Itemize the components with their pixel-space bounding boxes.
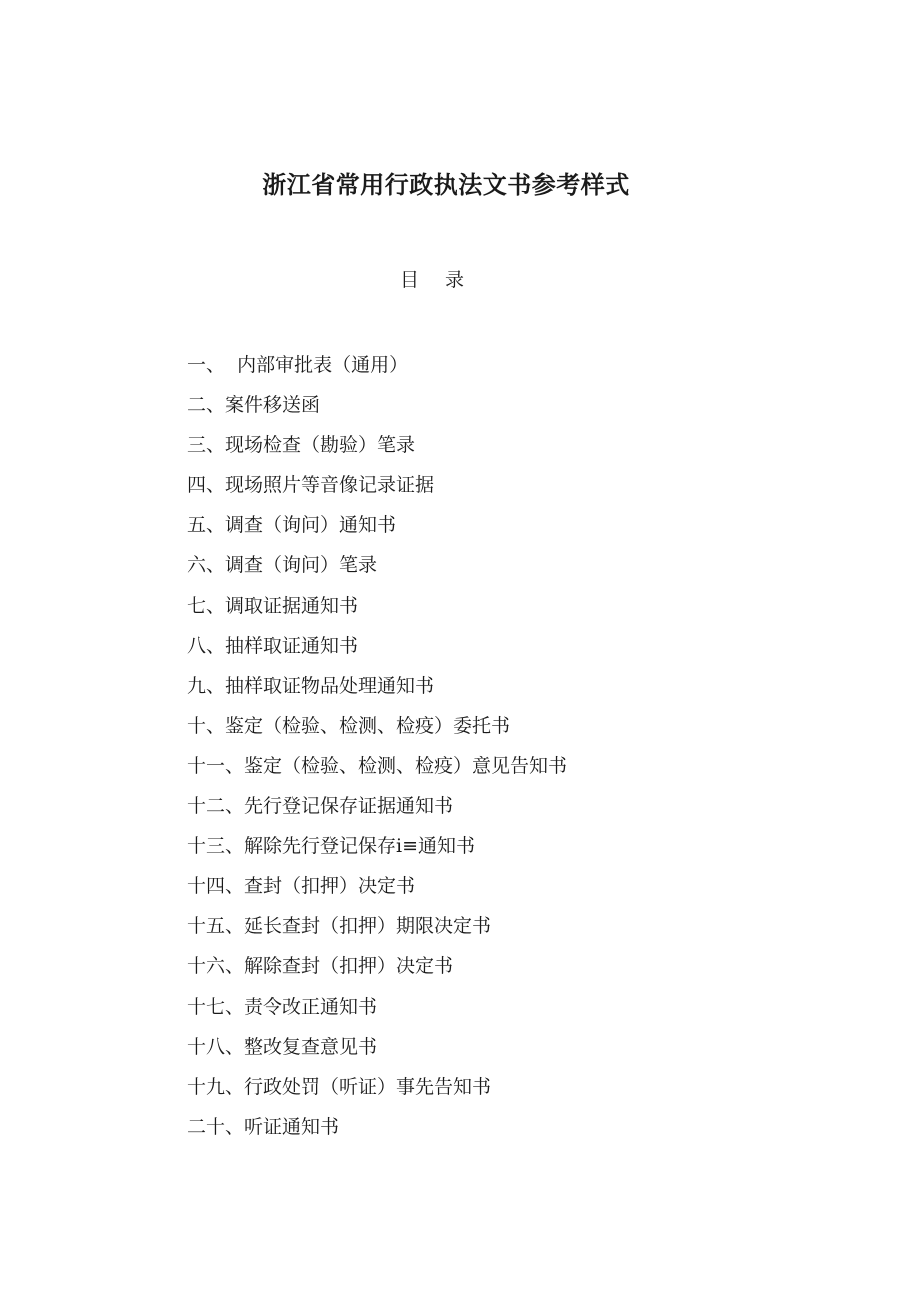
toc-item: 六、调查（询问）笔录 (187, 554, 378, 577)
toc-item: 五、调查（询问）通知书 (187, 514, 397, 537)
document-title: 浙江省常用行政执法文书参考样式 (262, 171, 630, 199)
toc-item: 二十、听证通知书 (187, 1115, 340, 1138)
toc-item: 十八、整改复查意见书 (187, 1035, 378, 1058)
toc-item: 十五、延长查封（扣押）期限决定书 (187, 915, 492, 938)
toc-item: 四、现场照片等音像记录证据 (187, 474, 435, 497)
toc-item: 七、调取证据通知书 (187, 594, 359, 617)
toc-item: 十三、解除先行登记保存i≡通知书 (187, 835, 475, 858)
toc-item: 十二、先行登记保存证据通知书 (187, 795, 454, 818)
toc-item: 三、现场检查（勘验）笔录 (187, 434, 416, 457)
table-of-contents (187, 350, 567, 1152)
toc-heading: 目 录 (399, 269, 475, 291)
toc-item: 一、 内部审批表（通用） (187, 354, 409, 376)
toc-item: 十一、鉴定（检验、检测、检疫）意见告知书 (187, 754, 568, 777)
toc-item: 二、案件移送函 (187, 394, 321, 417)
toc-item: 十、鉴定（检验、检测、检疫）委托书 (187, 714, 511, 737)
toc-item: 十七、责令改正通知书 (187, 995, 378, 1018)
toc-item: 八、抽样取证通知书 (187, 634, 359, 657)
toc-item: 十六、解除查封（扣押）决定书 (187, 955, 454, 978)
toc-item: 十四、查封（扣押）决定书 (187, 875, 416, 898)
toc-item: 十九、行政处罚（听证）事先告知书 (187, 1075, 492, 1098)
toc-item: 九、抽样取证物品处理通知书 (187, 674, 435, 697)
